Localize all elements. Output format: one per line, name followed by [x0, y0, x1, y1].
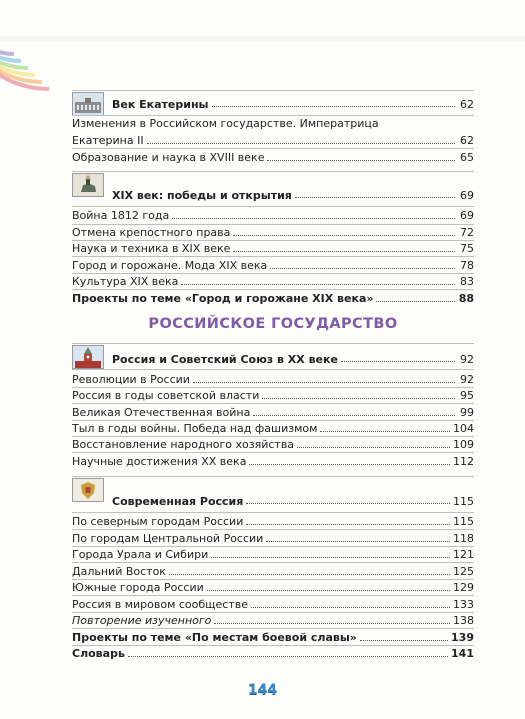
page-ref: 138	[453, 614, 474, 627]
toc-entry[interactable]	[72, 531, 474, 546]
entry-title: Дальний Восток	[72, 565, 166, 578]
page-ref: 125	[453, 565, 474, 578]
row-divider	[72, 628, 474, 629]
rainbow-decoration	[0, 0, 54, 184]
dot-leader	[211, 548, 450, 558]
page-ref: 109	[453, 438, 474, 451]
entry-title: Повторение изученного	[72, 614, 212, 627]
section-divider	[72, 206, 474, 207]
toc-entry[interactable]	[72, 514, 474, 529]
dot-leader	[382, 118, 455, 127]
page-ref: 92	[460, 373, 474, 386]
toc-entry-project[interactable]	[72, 630, 474, 645]
entry-title: Научные достижения XX века	[72, 455, 247, 468]
entry-title: Екатерина II	[72, 134, 144, 147]
dot-leader	[233, 226, 455, 236]
page-ref: 92	[460, 352, 474, 366]
section-title: Век Екатерины	[112, 97, 209, 111]
entry-title: Война 1812 года	[72, 209, 170, 222]
page-ref: 115	[453, 515, 474, 528]
page-ref: 115	[453, 494, 474, 508]
dot-leader	[233, 242, 455, 252]
toc-entry[interactable]	[72, 133, 474, 148]
dot-leader	[181, 275, 455, 285]
section-divider	[72, 343, 474, 344]
dot-leader	[246, 499, 450, 504]
row-divider	[72, 403, 474, 404]
dot-leader	[376, 292, 455, 302]
entry-title: По северным городам России	[72, 515, 244, 528]
toc-entry[interactable]	[72, 372, 474, 387]
toc-entry[interactable]	[72, 274, 474, 289]
page-number: 144	[247, 682, 278, 698]
toc-entry[interactable]	[72, 580, 474, 595]
entry-title: По городам Центральной России	[72, 532, 264, 545]
row-divider	[72, 452, 474, 453]
toc-entry[interactable]	[72, 564, 474, 579]
page-ref: 118	[453, 532, 474, 545]
toc-entry[interactable]	[72, 421, 474, 436]
dot-leader	[341, 357, 455, 362]
page-ref: 62	[460, 134, 474, 147]
entry-title: Южные города России	[72, 581, 204, 594]
page-ref: 95	[460, 389, 474, 402]
toc-entry[interactable]	[72, 454, 474, 469]
entry-title: Город и горожане. Мода XIX века	[72, 259, 268, 272]
toc-entry[interactable]	[72, 388, 474, 403]
dot-leader	[295, 193, 455, 198]
toc-entry[interactable]	[72, 547, 474, 562]
dot-leader	[172, 209, 455, 219]
section-divider	[72, 90, 474, 91]
toc-entry-review[interactable]	[72, 613, 474, 628]
toc-entry[interactable]	[72, 225, 474, 240]
section-header-row[interactable]	[72, 490, 474, 512]
section-title: XIX век: победы и открытия	[112, 188, 292, 202]
dot-leader	[207, 581, 450, 591]
page-ref: 112	[453, 455, 474, 468]
dot-leader	[169, 565, 450, 575]
entry-title: Отмена крепостного права	[72, 226, 231, 239]
section-divider	[72, 476, 474, 477]
page-ref: 129	[453, 581, 474, 594]
section-divider	[72, 512, 474, 513]
entry-title: Проекты по теме «Город и горожане XIX века»	[72, 292, 374, 305]
entry-title: Восстановление народного хозяйства	[72, 438, 295, 451]
page-ref: 99	[460, 406, 474, 419]
entry-title: Изменения в Российском государстве. Императрица	[72, 117, 379, 130]
section-title: Россия и Советский Союз в XX веке	[112, 352, 338, 366]
page-ref: 75	[460, 242, 474, 255]
row-divider	[72, 529, 474, 530]
row-divider	[72, 562, 474, 563]
dot-leader	[297, 438, 450, 448]
entry-title: Образование и наука в XVIII веке	[72, 151, 265, 164]
row-divider	[72, 256, 474, 257]
show-through-decoration	[0, 36, 525, 42]
dot-leader	[212, 102, 455, 107]
page-ref: 104	[453, 422, 474, 435]
page-ref: 69	[460, 209, 474, 222]
dot-leader	[262, 389, 455, 399]
dot-leader	[320, 422, 450, 432]
dot-leader	[251, 598, 450, 608]
toc-entry[interactable]	[72, 208, 474, 223]
page-ref: 139	[451, 631, 474, 644]
row-divider	[72, 289, 474, 290]
toc-entry[interactable]	[72, 258, 474, 273]
section-divider	[72, 369, 474, 370]
page-ref: 88	[458, 292, 474, 305]
page-ref: 65	[460, 151, 474, 164]
entry-title: Города Урала и Сибири	[72, 548, 209, 561]
entry-title: Революции в России	[72, 373, 190, 386]
toc-entry[interactable]	[72, 437, 474, 452]
dot-leader	[147, 134, 455, 144]
section-header-row[interactable]	[72, 184, 474, 206]
toc-entry[interactable]	[72, 116, 474, 131]
page-ref: 83	[460, 275, 474, 288]
dot-leader	[214, 614, 450, 624]
dot-leader	[360, 631, 448, 641]
section-heading: РОССИЙСКОЕ ГОСУДАРСТВО	[148, 316, 398, 332]
section-header-row[interactable]	[72, 348, 474, 370]
page-ref: 141	[451, 647, 474, 660]
toc-entry[interactable]	[72, 241, 474, 256]
entry-title: Великая Отечественная война	[72, 406, 251, 419]
entry-title: Словарь	[72, 647, 125, 660]
row-divider	[72, 595, 474, 596]
section-header-row[interactable]	[72, 93, 474, 115]
page-ref: 72	[460, 226, 474, 239]
dot-leader	[128, 647, 448, 657]
dot-leader	[246, 515, 450, 525]
dot-leader	[249, 455, 450, 465]
toc-entry[interactable]	[72, 405, 474, 420]
toc-entry-glossary[interactable]	[72, 646, 474, 661]
section-divider	[72, 171, 474, 172]
entry-title: Культура XIX века	[72, 275, 179, 288]
dot-leader	[267, 151, 455, 161]
toc-entry[interactable]	[72, 597, 474, 612]
page-ref: 62	[460, 97, 474, 111]
dot-leader	[266, 532, 450, 542]
dot-leader	[253, 406, 455, 416]
toc-entry[interactable]	[72, 150, 474, 165]
section-title: Современная Россия	[112, 494, 244, 508]
page-ref: 78	[460, 259, 474, 272]
page-ref: 133	[453, 598, 474, 611]
row-divider	[72, 148, 474, 149]
page-ref: 121	[453, 548, 474, 561]
dot-leader	[270, 259, 455, 269]
dot-leader	[193, 373, 455, 383]
page-ref: 69	[460, 188, 474, 202]
entry-title: Наука и техника в XIX веке	[72, 242, 231, 255]
entry-title: Тыл в годы войны. Победа над фашизмом	[72, 422, 318, 435]
entry-title: Проекты по теме «По местам боевой славы»	[72, 631, 357, 644]
toc-entry-project[interactable]	[72, 291, 474, 306]
entry-title: Россия в мировом сообществе	[72, 598, 248, 611]
entry-title: Россия в годы советской власти	[72, 389, 260, 402]
